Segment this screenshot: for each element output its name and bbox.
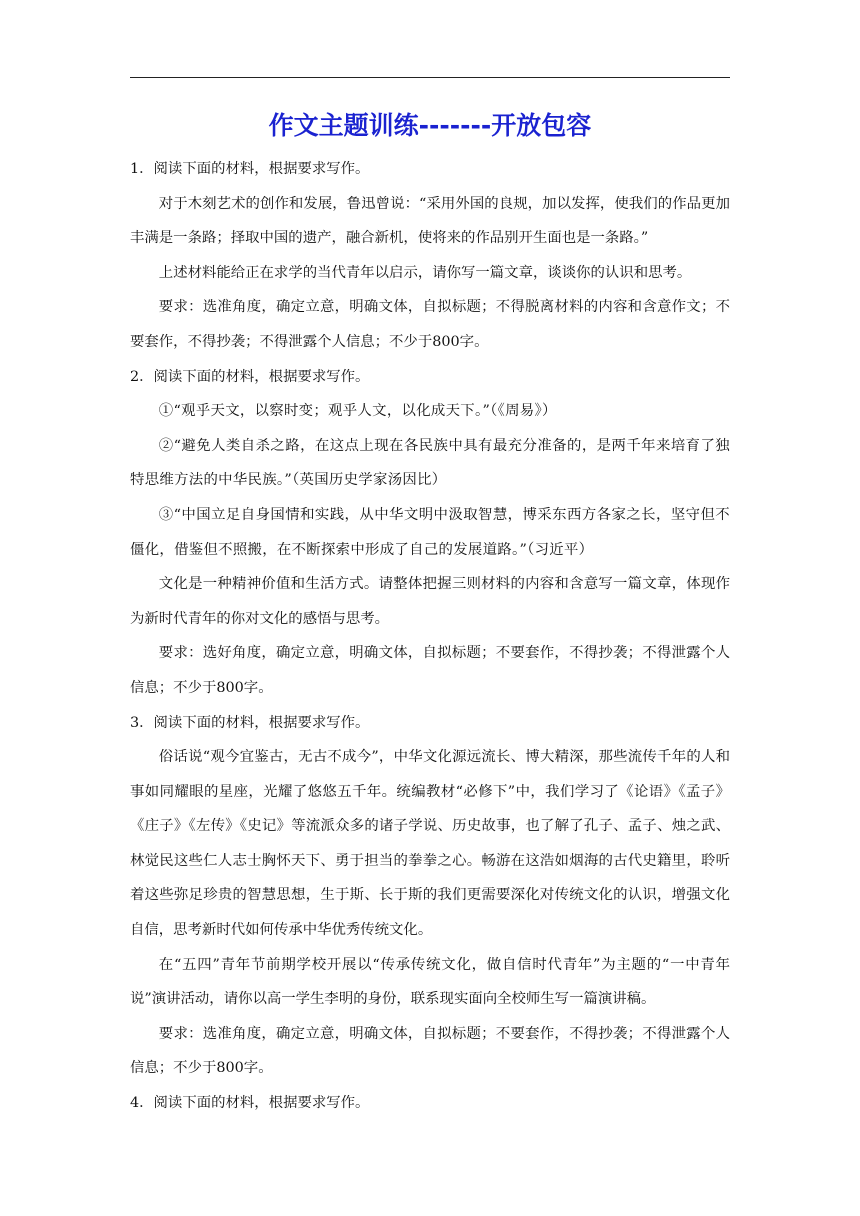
question-2-quote-3: ③“中国立足自身国情和实践，从中华文明中汲取智慧，博采东西方各家之长，坚守但不僵化，借鉴但不照搬，在不断探索中形成了自己的发展道路。”（习近平）	[130, 506, 730, 558]
question-2-requirements: 要求：选好角度，确定立意，明确文体，自拟标题；不要套作，不得抄袭；不得泄露个人信息；不少于800字。	[130, 645, 730, 696]
question-2-quote-2: ②“避免人类自杀之路，在这点上现在各民族中具有最充分准备的，是两千年来培育了独特思维方法的中华民族。”（英国历史学家汤因比）	[130, 437, 730, 489]
question-2-prompt: 文化是一种精神价值和生活方式。请整体把握三则材料的内容和含意写一篇文章，体现作为新时代青年的你对文化的感悟与思考。	[130, 576, 730, 627]
question-1-heading: 1．阅读下面的材料，根据要求写作。	[130, 161, 370, 177]
question-3-requirements: 要求：选准角度，确定立意，明确文体，自拟标题；不要套作，不得抄袭；不得泄露个人信息；不少于800字。	[130, 1025, 730, 1077]
question-1-requirements: 要求：选准角度，确定立意，明确文体，自拟标题；不得脱离材料的内容和含意作文；不要套作，不得抄袭；不得泄露个人信息；不少于800字。	[130, 299, 730, 350]
header-rule	[130, 77, 730, 78]
page-title: 作文主题训练-------开放包容	[268, 111, 592, 140]
question-3-prompt: 在“五四”青年节前期学校开展以“传承传统文化，做自信时代青年”为主题的“一中青年说”演讲活动，请你以高一学生李明的身份，联系现实面向全校师生写一篇演讲稿。	[130, 956, 730, 1008]
question-1-material: 对于木刻艺术的创作和发展，鲁迅曾说：“采用外国的良规，加以发挥，使我们的作品更加丰满是一条路；择取中国的遗产，融合新机，使将来的作品别开生面也是一条路。”	[130, 195, 730, 247]
question-2-heading: 2．阅读下面的材料，根据要求写作。	[130, 368, 370, 385]
question-3-heading: 3．阅读下面的材料，根据要求写作。	[130, 714, 370, 731]
question-3-material: 俗话说“观今宜鉴古，无古不成今”，中华文化源远流长、博大精深，那些流传千年的人和事如同耀眼的星座，光耀了悠悠五千年。统编教材“必修下”中，我们学习了《论语》《孟子》《庄子》《左传》《史记》等流派众多的诸子学说、历史故事，也了解了孔子、孟子、烛之武、林觉民这些仁人志士胸怀天下、勇于担当的拳拳之心。畅游在这浩如烟海的古代史籍里，聆听着这些弥足珍贵的智慧思想，生于斯、长于斯的我们更需要深化对传统文化的认识，增强文化自信，思考新时代如何传承中华优秀传统文化。	[130, 749, 730, 939]
question-4-heading: 4．阅读下面的材料，根据要求写作。	[130, 1095, 370, 1112]
document-body	[130, 152, 730, 1121]
question-2-quote-1: ①“观乎天文，以察时变；观乎人文，以化成天下。”（《周易》）	[158, 403, 557, 420]
question-1-prompt: 上述材料能给正在求学的当代青年以启示，请你写一篇文章，谈谈你的认识和思考。	[158, 264, 692, 281]
